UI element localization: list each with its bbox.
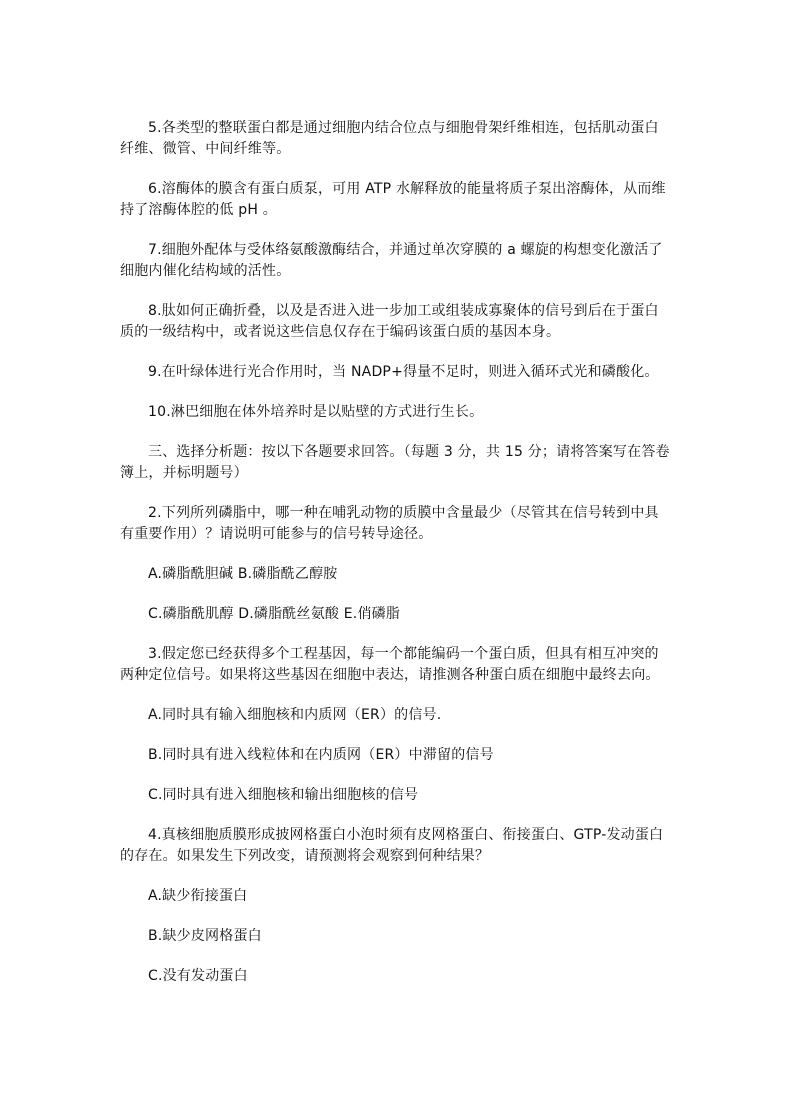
- question-4-option-b: B.缺少皮网格蛋白: [148, 928, 262, 944]
- question-2-options-a-b: A.磷脂酰胆碱 B.磷脂酰乙醇胺: [148, 566, 338, 582]
- paragraph-statement-6: 6.溶酶体的膜含有蛋白质泵，可用 ATP 水解释放的能量将质子泵出溶酶体，从而维持了溶酶体腔的低 pH 。: [120, 181, 666, 218]
- question-4-option-a: A.缺少衔接蛋白: [148, 888, 248, 904]
- paragraph-statement-10: 10.淋巴细胞在体外培养时是以贴壁的方式进行生长。: [148, 404, 484, 420]
- question-3-option-b: B.同时具有进入线粒体和在内质网（ER）中滞留的信号: [148, 747, 494, 763]
- question-2: 2.下列所列磷脂中，哪一种在哺乳动物的质膜中含量最少（尽管其在信号转到中具有重要作用）？请说明可能参与的信号转导途径。: [120, 505, 659, 542]
- paragraph-statement-7: 7.细胞外配体与受体络氨酸激酶结合，并通过单次穿膜的 a 螺旋的构想变化激活了细胞内催化结构域的活性。: [120, 242, 663, 279]
- question-3-option-c: C.同时具有进入细胞核和输出细胞核的信号: [148, 787, 419, 803]
- section-heading-choice-analysis: 三、选择分析题：按以下各题要求回答。（每题 3 分，共 15 分；请将答案写在答卷簿上，并标明题号）: [120, 444, 670, 481]
- question-4-option-c: C.没有发动蛋白: [148, 968, 248, 984]
- paragraph-statement-9: 9.在叶绿体进行光合作用时，当 NADP+得量不足时，则进入循环式光和磷酸化。: [148, 364, 659, 380]
- question-3-option-a: A.同时具有输入细胞核和内质网（ER）的信号.: [148, 707, 442, 723]
- question-2-options-c-e: C.磷脂酰肌醇 D.磷脂酰丝氨酸 E.俏磷脂: [148, 606, 401, 622]
- question-3: 3.假定您已经获得多个工程基因，每一个都能编码一个蛋白质，但具有相互冲突的两种定位信号。如果将这些基因在细胞中表达，请推测各种蛋白质在细胞中最终去向。: [120, 646, 660, 683]
- question-4: 4.真核细胞质膜形成披网格蛋白小泡时须有皮网格蛋白、衔接蛋白、GTP-发动蛋白的存在。如果发生下列改变，请预测将会观察到何种结果？: [120, 827, 664, 864]
- paragraph-statement-5: 5.各类型的整联蛋白都是通过细胞内结合位点与细胞骨架纤维相连，包括肌动蛋白纤维、微管、中间纤维等。: [120, 120, 659, 157]
- paragraph-statement-8: 8.肽如何正确折叠，以及是否进入进一步加工或组装成寡聚体的信号到后在于蛋白质的一级结构中，或者说这些信息仅存在于编码该蛋白质的基因本身。: [120, 303, 659, 340]
